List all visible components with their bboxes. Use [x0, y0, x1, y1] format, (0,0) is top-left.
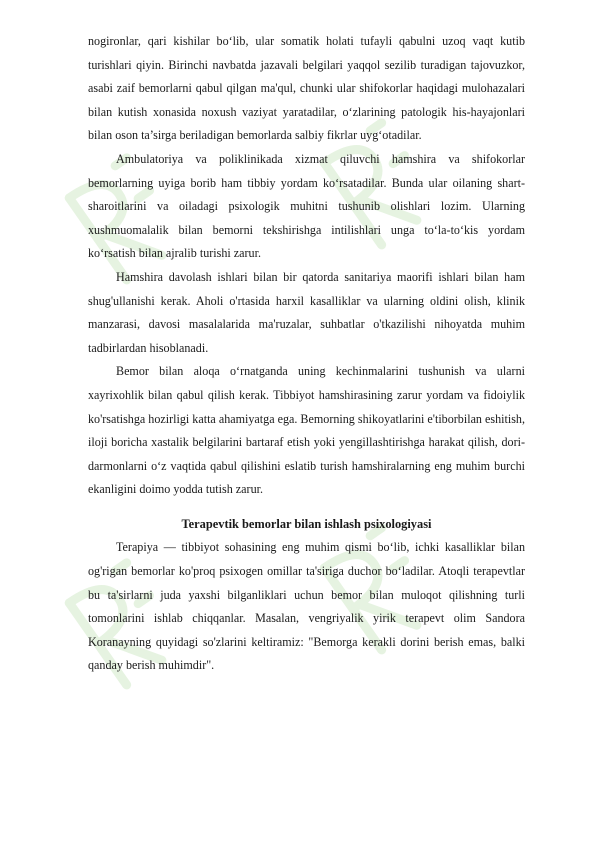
- paragraph-continuation: nogironlar, qari kishilar bo‘lib, ular somatik holati tufayli qabulni uzoq vaqt kutib turishlari qiyin. Birinchi navbatda jazavali belgilari yaqqol sezilib turadigan tajovuzkor, asabi zaif bemorlarni qabul qilgan ma'qul, chunki ular shifokorlar haqidagi mulohazalari bilan kutish xonasida noxush vaziyat yaratadilar, o‘zlarining patologik his-hayajonlari bilan oson ta’sirga beriladigan bemorlarda salbiy fikrlar uyg‘otadilar.: [88, 34, 525, 143]
- document-body: [88, 30, 525, 678]
- section-title: Terapevtik bemorlar bilan ishlash psixologiyasi: [181, 516, 432, 531]
- paragraph-sanitary-education: Hamshira davolash ishlari bilan bir qatorda sanitariya maorifi ishlari bilan ham shug'ullanishi kerak. Aholi o'rtasida harxil kasalliklar va ularning oldini olish, klinik manzarasi, davosi masalalarida ma'ruzalar, suhbatlar o'tkazilishi nihoyatda muhim tadbirlardan hisoblanadi.: [88, 269, 525, 355]
- paragraph-ambulatory-care: Ambulatoriya va poliklinikada xizmat qiluvchi hamshira va shifokorlar bemorlarning uyiga borib ham tibbiy yordam ko‘rsatadilar. Bunda ular oilaning shart-sharoitlarini va oiladagi psixologik muhitni tushunib olishlari lozim. Ularning xushmuomalalik bilan bemorni tekshirishga intilishlari unga to‘la-to‘kis yordam ko‘rsatish bilan ajralib turishi zarur.: [88, 151, 525, 261]
- paragraph-therapy: Terapiya — tibbiyot sohasining eng muhim qismi bo‘lib, ichki kasalliklar bilan og'rigan bemorlar ko'proq psixogen omillar ta'siriga duchor bo‘ladilar. Atoqli terapevtlar bu ta'sirlarni juda yaxshi bilganliklari uchun bemor bilan muloqot qilishning turli tomonlarini ishlab chiqqanlar. Masalan, vengriyalik yirik terapevt olim Sandora Koranayning quyidagi so'zlarini keltiramiz: "Bemorga kerakli dorini berish emas, balki qanday berish muhimdir".: [88, 540, 525, 673]
- paragraph-patient-contact: Bemor bilan aloqa o‘rnatganda uning kechinmalarini tushunish va ularni xayrixohlik bilan qabul qilish kerak. Tibbiyot hamshirasining zarur yordam va fidoiylik ko'rsatishga hozirligi katta ahamiyatga ega. Bemorning shikoyatlarini e'tiborbilan eshitish, iloji boricha xastalik belgilarini bartaraf etish yoki yengillashtirishga harakat qilish, dori-darmonlarni o‘z vaqtida qabul qilishini eslatib turish hamshiralarning eng muhim burchi ekanligini doimo yodda tutish zarur.: [88, 364, 525, 497]
